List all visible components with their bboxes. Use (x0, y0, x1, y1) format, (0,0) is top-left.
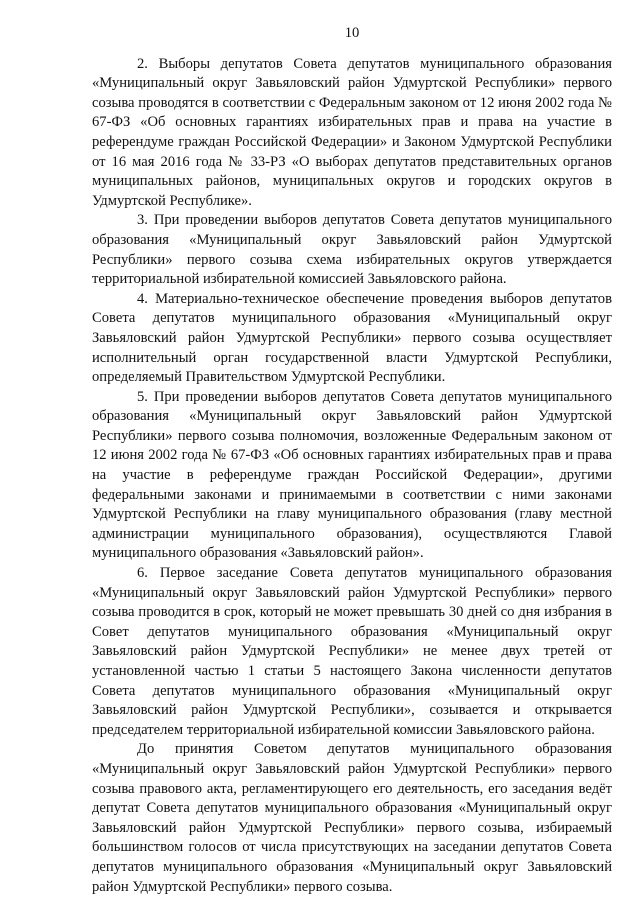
paragraph-6-first-session: 6. Первое заседание Совета депутатов муниципального образования «Муниципальный округ Завьяловский район Удмуртской Республики» первого созыва проводится в срок, который не может превышать 30 дней со дня избрания в Совет депутатов муниципального образования «Муниципальный округ Завьяловский район Удмуртской Республики» не менее двух третей от установленной частью 1 статьи 5 настоящего Закона численности депутатов Совета депутатов муниципального образования «Муниципальный округ Завьяловский район Удмуртской Республики», созывается и открывается председателем территориальной избирательной комиссии Завьяловского района. (92, 565, 612, 738)
paragraph-4-logistics: 4. Материально-техническое обеспечение проведения выборов депутатов Совета депутатов муниципального образования «Муниципальный округ Завьяловский район Удмуртской Республики» первого созыва осуществляет исполнительный орган государственной власти Удмуртской Республики, определяемый Правительством Удмуртской Республики. (92, 290, 612, 386)
paragraph-session-chair: До принятия Советом депутатов муниципального образования «Муниципальный округ Завьяловский район Удмуртской Республики» первого созыва правового акта, регламентирующего его деятельность, его заседания ведёт депутат Совета депутатов муниципального образования «Муниципальный округ Завьяловский район Удмуртской Республики» первого созыва, избираемый большинством голосов от числа присутствующих на заседании депутатов Совета депутатов муниципального образования «Муниципальный округ Завьяловский район Удмуртской Республики» первого созыва. (92, 741, 612, 895)
page-number: 10 (344, 25, 360, 41)
paragraph-2-elections: 2. Выборы депутатов Совета депутатов муниципального образования «Муниципальный округ Завьяловский район Удмуртской Республики» первого созыва проводятся в соответствии с Федеральным законом от 12 июня 2002 года № 67-ФЗ «Об основных гарантиях избирательных прав и права на участие в референдуме граждан Российской Федерации» и Законом Удмуртской Республики от 16 мая 2016 года № 33-РЗ «О выборах депутатов представительных органов муниципальных районов, муниципальных округов и городских округов в Удмуртской Республике». (92, 55, 612, 209)
document-page (92, 24, 612, 897)
paragraph-5-powers: 5. При проведении выборов депутатов Совета депутатов муниципального образования «Муниципальный округ Завьяловский район Удмуртской Республики» первого созыва полномочия, возложенные Федеральным законом от 12 июня 2002 года № 67-ФЗ «Об основных гарантиях избирательных прав и права на участие в референдуме граждан Российской Федерации», другими федеральными законами и принимаемыми в соответствии с ними законами Удмуртской Республики на главу муниципального образования (главу местной администрации муниципального образования), осуществляются Главой муниципального образования «Завьяловский район». (92, 388, 612, 562)
paragraph-3-districts: 3. При проведении выборов депутатов Совета депутатов муниципального образования «Муниципальный округ Завьяловский район Удмуртской Республики» первого созыва схема избирательных округов утверждается территориальной избирательной комиссией Завьяловского района. (92, 212, 612, 288)
